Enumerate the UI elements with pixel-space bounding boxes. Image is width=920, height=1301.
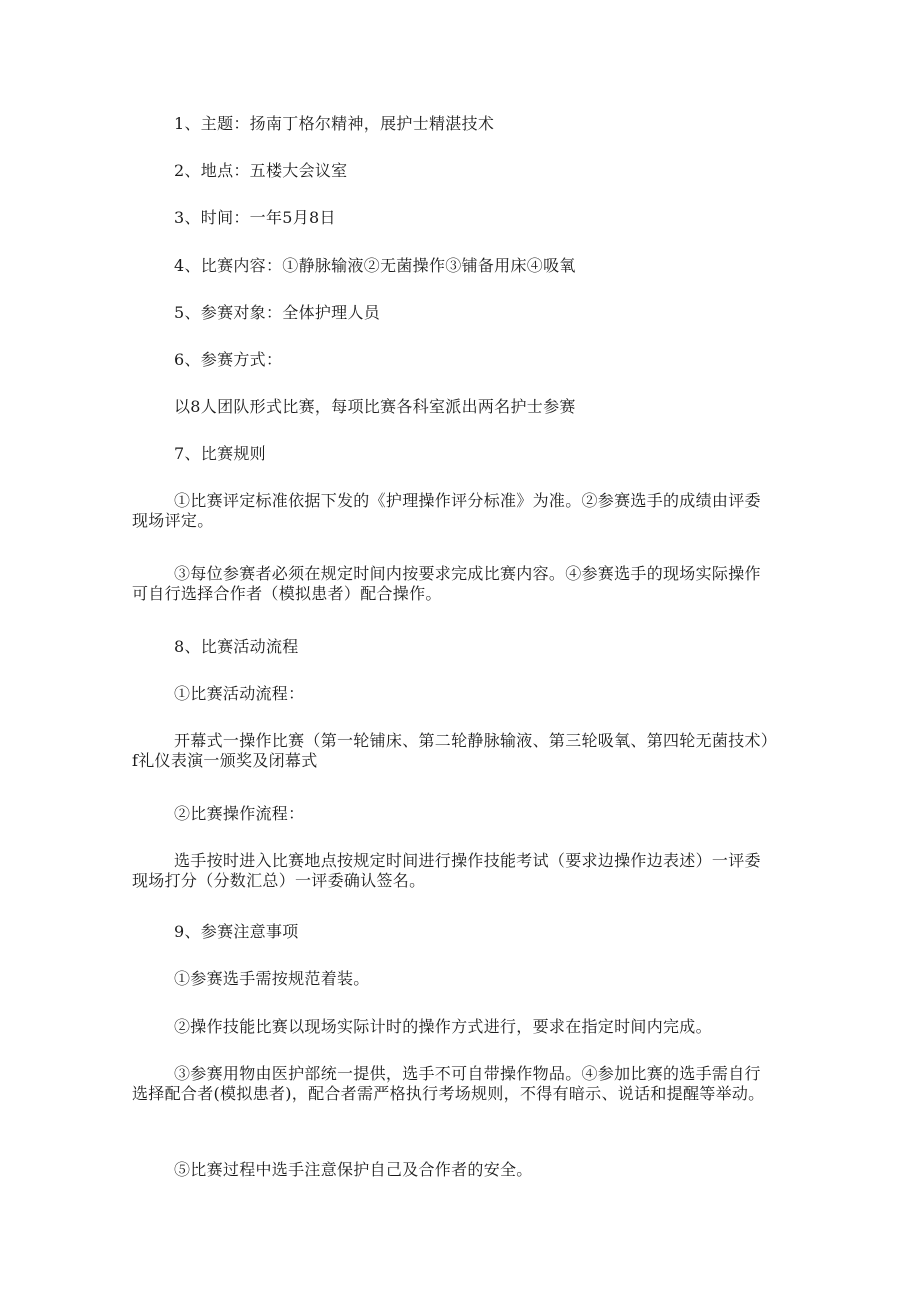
paragraph-flow-2: 选手按时进入比赛地点按规定时间进行操作技能考试（要求边操作边表述）一评委现场打分（分数汇总）一评委确认签名。	[132, 851, 761, 890]
paragraph-flow-1: 开幕式一操作比赛（第一轮铺床、第二轮静脉输液、第三轮吸氧、第四轮无菌技术）f礼仪表演一颁奖及闭幕式	[132, 731, 770, 770]
paragraph-notes-2: ②操作技能比赛以现场实际计时的操作方式进行，要求在指定时间内完成。	[174, 1017, 712, 1036]
paragraph-location: 2、地点：五楼大会议室	[174, 161, 348, 180]
paragraph-content: 4、比赛内容：①静脉输液②无菌操作③铺备用床④吸氧	[174, 256, 576, 275]
paragraph-flow-sub2: ②比赛操作流程：	[174, 804, 305, 823]
paragraph-method-heading: 6、参赛方式：	[174, 350, 283, 369]
paragraph-theme: 1、主题：扬南丁格尔精神，展护士精湛技术	[174, 114, 495, 133]
paragraph-time: 3、时间：一年5月8日	[174, 208, 336, 227]
paragraph-rules-2: ③每位参赛者必须在规定时间内按要求完成比赛内容。④参赛选手的现场实际操作可自行选择合作者（模拟患者）配合操作。	[132, 564, 761, 603]
paragraph-participants: 5、参赛对象：全体护理人员	[174, 303, 381, 322]
paragraph-method: 以8人团队形式比赛，每项比赛各科室派出两名护士参赛	[174, 397, 576, 416]
paragraph-notes-5: ⑤比赛过程中选手注意保护自己及合作者的安全。	[174, 1160, 533, 1179]
paragraph-flow-sub1: ①比赛活动流程：	[174, 684, 305, 703]
paragraph-rules-1: ①比赛评定标准依据下发的《护理操作评分标准》为准。②参赛选手的成绩由评委现场评定。	[132, 491, 761, 530]
paragraph-notes-1: ①参赛选手需按规范着装。	[174, 969, 370, 988]
paragraph-notes-3: ③参赛用物由医护部统一提供，选手不可自带操作物品。④参加比赛的选手需自行选择配合者(模拟患者)，配合者需严格执行考场规则，不得有暗示、说话和提醒等举动。	[132, 1064, 765, 1103]
paragraph-notes-heading: 9、参赛注意事项	[174, 922, 299, 941]
paragraph-rules-heading: 7、比赛规则	[174, 444, 266, 463]
paragraph-flow-heading: 8、比赛活动流程	[174, 637, 299, 656]
